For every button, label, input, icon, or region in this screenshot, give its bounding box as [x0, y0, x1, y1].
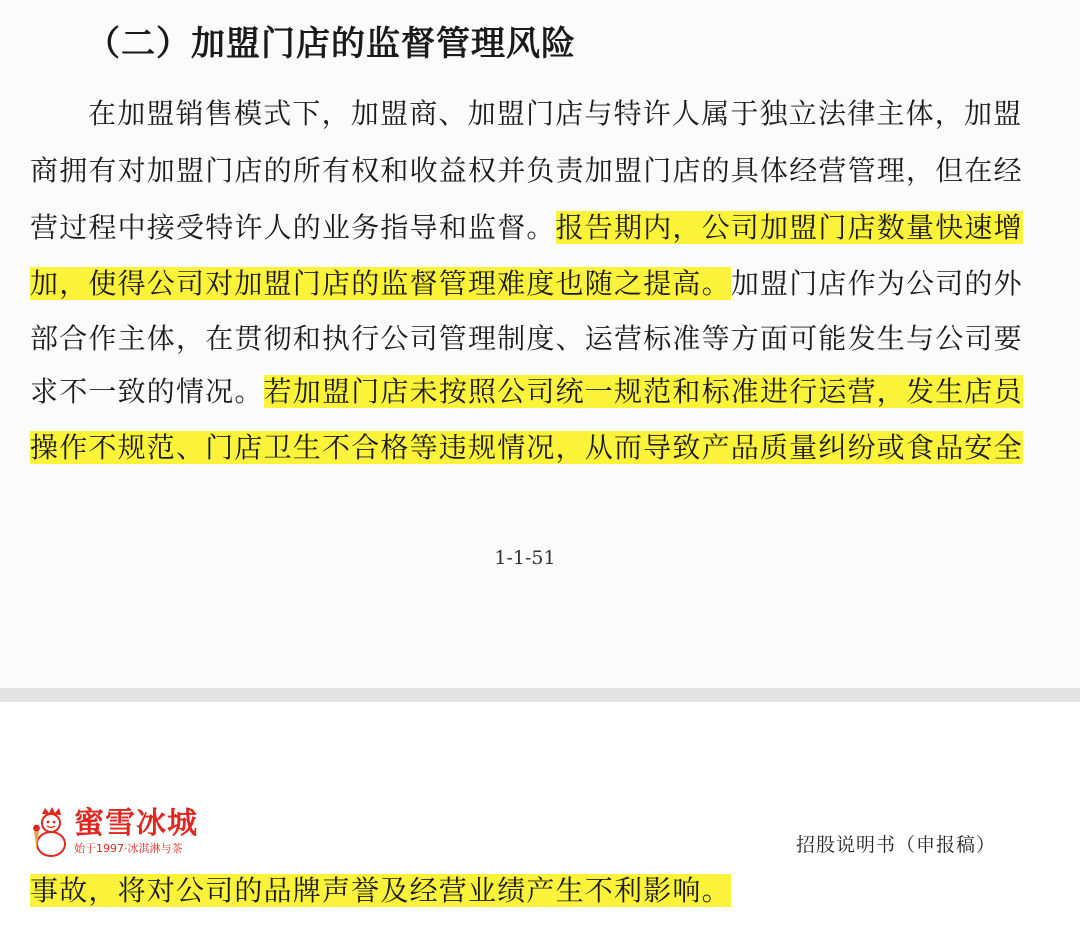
paragraph-line	[30, 264, 1023, 304]
text-run: 商拥有对加盟门店的所有权和收益权并负责加盟门店的具体经营管理，但在经	[30, 154, 1023, 187]
page-number: 1-1-51	[494, 547, 556, 569]
paragraph-line	[30, 428, 1023, 468]
highlighted-text: 若加盟门店未按照公司统一规范和标准进行运营，发生店员	[263, 375, 1023, 408]
page-divider	[0, 688, 1080, 702]
text-run: 部合作主体，在贯彻和执行公司管理制度、运营标准等方面可能发生与公司要	[30, 322, 1023, 355]
text-run: 营过程中接受特许人的业务指导和监督。	[30, 211, 556, 244]
paragraph-line	[30, 208, 1023, 248]
paragraph-line	[30, 372, 1023, 412]
highlighted-text: 事故，将对公司的品牌声誉及经营业绩产生不利影响。	[30, 874, 731, 907]
logo-wordmark: 蜜雪冰城	[74, 806, 198, 841]
text-run: 在加盟销售模式下，加盟商、加盟门店与特许人属于独立法律主体，加盟	[88, 97, 1023, 130]
document-type-label: 招股说明书（申报稿）	[796, 834, 997, 856]
paragraph-line	[30, 871, 731, 911]
paragraph-line	[88, 94, 1022, 134]
brand-logo	[30, 806, 200, 858]
highlighted-text: 报告期内，公司加盟门店数量快速增	[555, 211, 1023, 244]
paragraph-line	[30, 319, 1023, 359]
text-run: 加盟门店作为公司的外	[730, 267, 1023, 300]
logo-slogan: 始于1997·冰淇淋与茶	[74, 842, 183, 855]
snowman-mascot-icon	[30, 806, 72, 858]
highlighted-text: 加，使得公司对加盟门店的监督管理难度也随之提高。	[30, 267, 731, 300]
highlighted-text: 操作不规范、门店卫生不合格等违规情况，从而导致产品质量纠纷或食品安全	[30, 431, 1023, 464]
paragraph-line	[30, 151, 1023, 191]
section-heading: （二）加盟门店的监督管理风险	[86, 24, 576, 64]
text-run: 求不一致的情况。	[30, 375, 264, 408]
